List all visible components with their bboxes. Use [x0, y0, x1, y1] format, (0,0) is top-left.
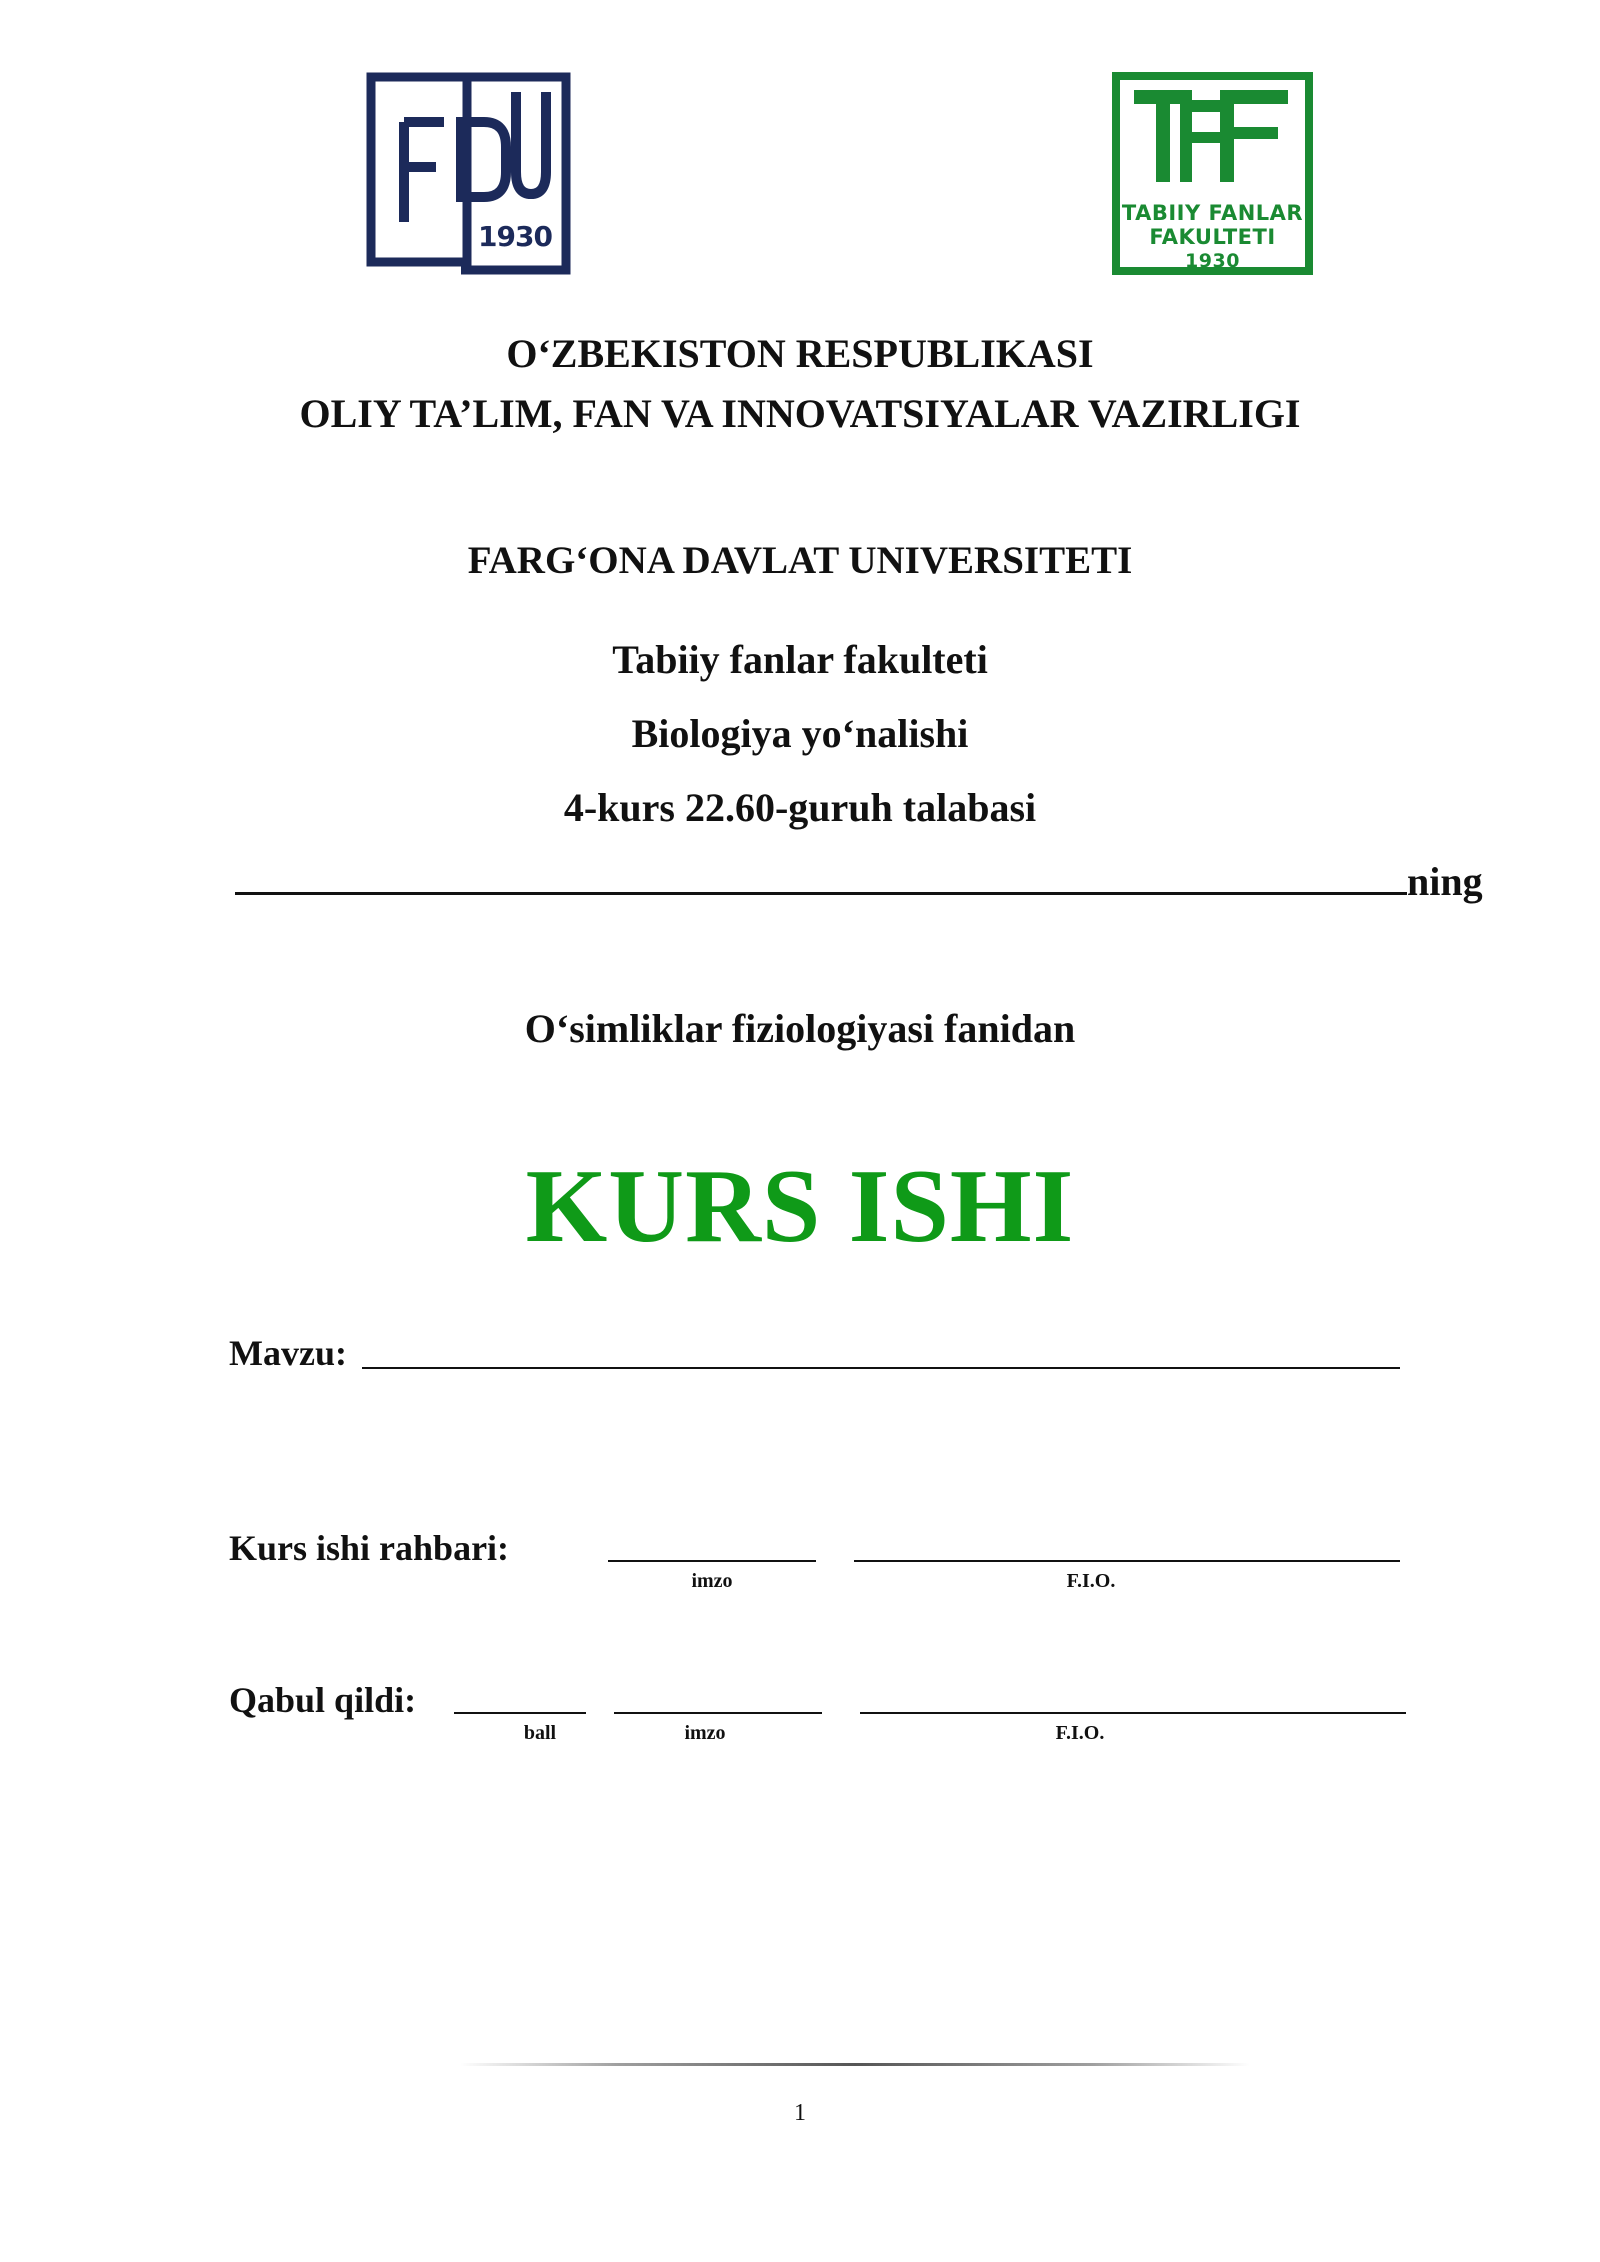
ministry-line2: OLIY TA’LIM, FAN VA INNOVATSIYALAR VAZIRLIGI: [299, 391, 1301, 436]
direction-name: Biologiya yo‘nalishi: [631, 711, 969, 756]
student-name-blank: [235, 852, 1407, 895]
faculty-name: Tabiiy fanlar fakulteti: [612, 637, 988, 682]
student-suffix: ning: [1407, 859, 1483, 904]
footer-divider: [460, 2063, 1250, 2066]
ministry-line1: O‘ZBEKISTON RESPUBLIKASI: [506, 331, 1094, 376]
score-caption: ball: [523, 1722, 557, 1744]
score-blank: [454, 1712, 586, 1714]
tff-logo-line2: FAKULTETI: [1149, 225, 1276, 249]
fdu-logo: [366, 72, 572, 275]
fdu-logo-year: 1930: [478, 220, 552, 253]
subject-line: O‘simliklar fiziologiyasi fanidan: [524, 1006, 1076, 1051]
tff-logo-year: 1930: [1185, 250, 1240, 272]
tff-logo: [1112, 72, 1313, 275]
accepted-label: Qabul qildi:: [229, 1680, 417, 1720]
supervisor-name-caption: F.I.O.: [1066, 1570, 1116, 1592]
accepted-sign-caption: imzo: [684, 1722, 726, 1744]
supervisor-sign-caption: imzo: [691, 1570, 733, 1592]
supervisor-sign-blank: [608, 1560, 816, 1562]
university-name: FARG‘ONA DAVLAT UNIVERSITETI: [467, 539, 1133, 582]
topic-blank: [362, 1367, 1400, 1369]
accepted-sign-blank: [614, 1712, 822, 1714]
document-title: KURS ISHI: [525, 1147, 1075, 1264]
tff-logo-line1: TABIIY FANLAR: [1121, 201, 1304, 225]
accepted-name-caption: F.I.O.: [1055, 1722, 1105, 1744]
accepted-name-blank: [860, 1712, 1406, 1714]
student-name-line: [235, 852, 1483, 905]
page-number: 1: [794, 2100, 806, 2126]
supervisor-name-blank: [854, 1560, 1400, 1562]
group-info: 4-kurs 22.60-guruh talabasi: [563, 785, 1037, 830]
topic-label: Mavzu:: [229, 1333, 347, 1373]
supervisor-label: Kurs ishi rahbari:: [229, 1528, 510, 1568]
